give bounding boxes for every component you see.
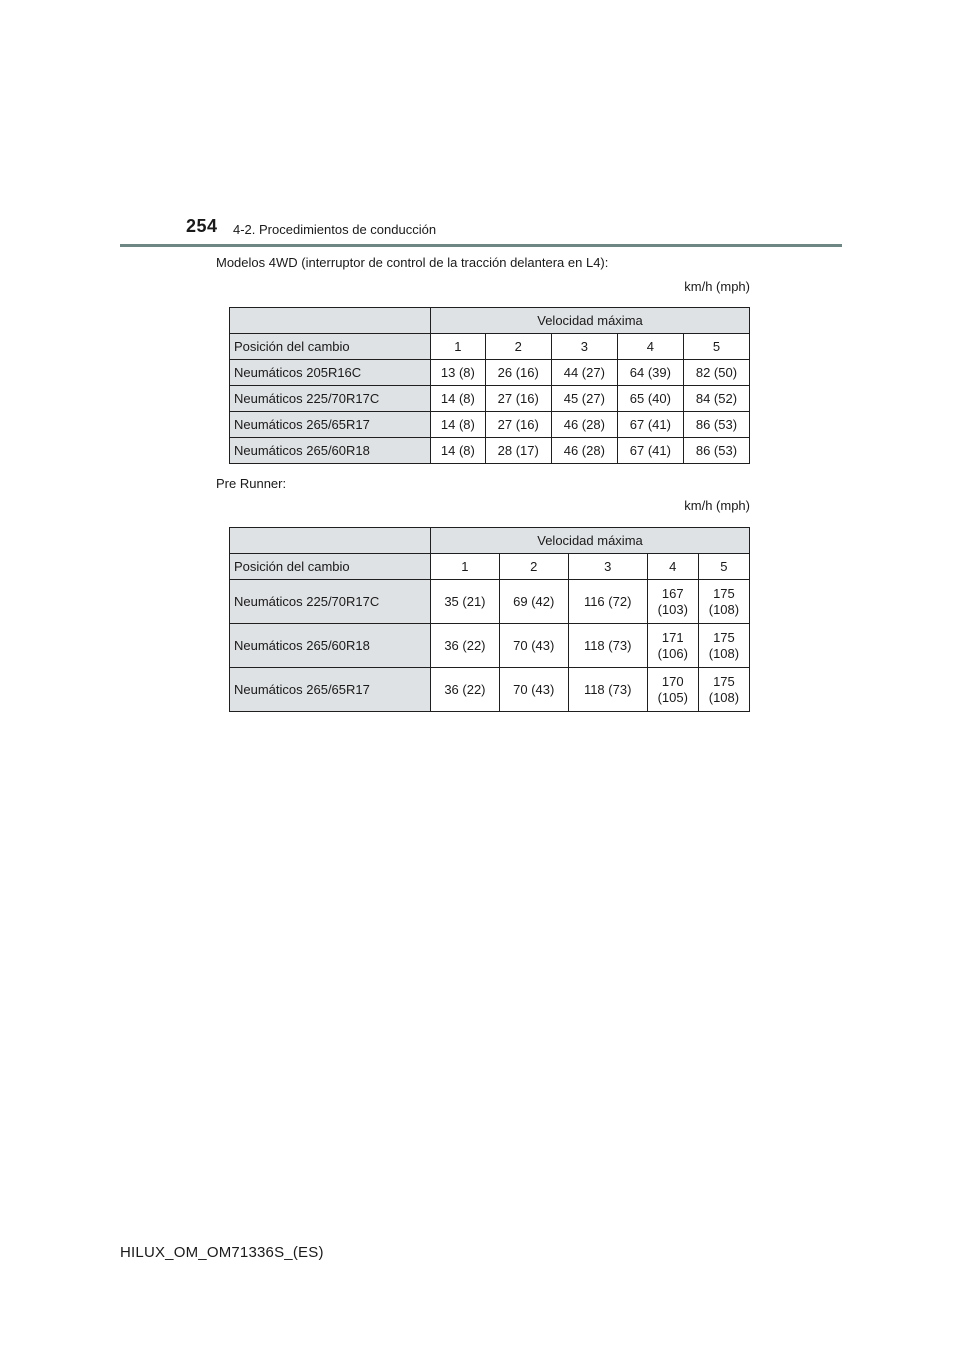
speed-cell: 70 (43) xyxy=(499,624,568,668)
speed-table-prerunner xyxy=(229,527,750,712)
speed-kmh: 167 xyxy=(661,585,684,601)
tire-label: Neumáticos 265/65R17 xyxy=(230,412,431,438)
speed-cell: 27 (16) xyxy=(485,386,551,412)
gear-5: 5 xyxy=(683,334,749,360)
speed-cell: 13 (8) xyxy=(431,360,486,386)
speed-mph: (103) xyxy=(657,601,688,617)
speed-cell: 70 (43) xyxy=(499,668,568,712)
gear-1: 1 xyxy=(431,554,500,580)
speed-kmh: 175 xyxy=(713,673,735,689)
gear-row xyxy=(230,554,750,580)
speed-cell: 84 (52) xyxy=(683,386,749,412)
speed-cell: 86 (53) xyxy=(683,438,749,464)
gear-position-label: Posición del cambio xyxy=(230,554,431,580)
speed-cell: 82 (50) xyxy=(683,360,749,386)
speed-cell: 116 (72) xyxy=(568,580,647,624)
empty-header-cell xyxy=(230,528,431,554)
table-header-row xyxy=(230,308,750,334)
table-row xyxy=(230,668,750,712)
gear-position-label: Posición del cambio xyxy=(230,334,431,360)
speed-cell: 86 (53) xyxy=(683,412,749,438)
gear-1: 1 xyxy=(431,334,486,360)
speed-cell xyxy=(698,668,749,712)
speed-mph: (106) xyxy=(657,645,688,661)
speed-cell: 26 (16) xyxy=(485,360,551,386)
speed-table-4wd xyxy=(229,307,750,464)
speed-cell: 36 (22) xyxy=(431,624,500,668)
gear-2: 2 xyxy=(485,334,551,360)
tire-label: Neumáticos 225/70R17C xyxy=(230,580,431,624)
gear-2: 2 xyxy=(499,554,568,580)
gear-row xyxy=(230,334,750,360)
speed-cell: 27 (16) xyxy=(485,412,551,438)
tire-label: Neumáticos 265/60R18 xyxy=(230,438,431,464)
speed-kmh: 175 xyxy=(713,585,735,601)
speed-cell: 65 (40) xyxy=(617,386,683,412)
table1-intro: Modelos 4WD (interruptor de control de la tracción delantera en L4): xyxy=(216,255,609,270)
gear-3: 3 xyxy=(568,554,647,580)
table-row xyxy=(230,438,750,464)
speed-kmh: 171 xyxy=(661,629,684,645)
speed-mph: (108) xyxy=(708,689,740,705)
speed-cell: 118 (73) xyxy=(568,624,647,668)
speed-mph: (105) xyxy=(657,689,688,705)
speed-cell: 46 (28) xyxy=(551,412,617,438)
gear-5: 5 xyxy=(698,554,749,580)
table-row xyxy=(230,624,750,668)
speed-cell: 14 (8) xyxy=(431,438,486,464)
speed-cell xyxy=(647,580,698,624)
speed-cell: 14 (8) xyxy=(431,386,486,412)
section-title: 4-2. Procedimientos de conducción xyxy=(233,222,437,237)
max-speed-header: Velocidad máxima xyxy=(431,528,750,554)
tire-label: Neumáticos 225/70R17C xyxy=(230,386,431,412)
speed-cell xyxy=(647,668,698,712)
speed-cell: 67 (41) xyxy=(617,438,683,464)
empty-header-cell xyxy=(230,308,431,334)
header-rule xyxy=(120,244,842,247)
table-row xyxy=(230,412,750,438)
speed-mph: (108) xyxy=(708,645,740,661)
tire-label: Neumáticos 265/60R18 xyxy=(230,624,431,668)
table-header-row xyxy=(230,528,750,554)
speed-cell: 118 (73) xyxy=(568,668,647,712)
speed-cell: 67 (41) xyxy=(617,412,683,438)
table-row xyxy=(230,360,750,386)
speed-cell: 69 (42) xyxy=(499,580,568,624)
max-speed-header: Velocidad máxima xyxy=(431,308,750,334)
speed-kmh: 170 xyxy=(661,673,684,689)
speed-cell xyxy=(698,624,749,668)
speed-cell: 14 (8) xyxy=(431,412,486,438)
speed-cell: 44 (27) xyxy=(551,360,617,386)
page-number: 254 xyxy=(186,216,218,236)
speed-kmh: 175 xyxy=(713,629,735,645)
table-row xyxy=(230,386,750,412)
speed-cell: 45 (27) xyxy=(551,386,617,412)
gear-4: 4 xyxy=(617,334,683,360)
speed-cell xyxy=(698,580,749,624)
speed-cell: 46 (28) xyxy=(551,438,617,464)
speed-cell: 36 (22) xyxy=(431,668,500,712)
table-row xyxy=(230,580,750,624)
speed-cell: 64 (39) xyxy=(617,360,683,386)
tire-label: Neumáticos 265/65R17 xyxy=(230,668,431,712)
tire-label: Neumáticos 205R16C xyxy=(230,360,431,386)
table2-unit: km/h (mph) xyxy=(684,498,750,513)
gear-4: 4 xyxy=(647,554,698,580)
footer-doc-id: HILUX_OM_OM71336S_(ES) xyxy=(120,1244,324,1261)
speed-cell: 28 (17) xyxy=(485,438,551,464)
speed-cell xyxy=(647,624,698,668)
speed-cell: 35 (21) xyxy=(431,580,500,624)
speed-mph: (108) xyxy=(708,601,740,617)
gear-3: 3 xyxy=(551,334,617,360)
table2-intro: Pre Runner: xyxy=(216,476,287,491)
table1-unit: km/h (mph) xyxy=(684,279,750,294)
